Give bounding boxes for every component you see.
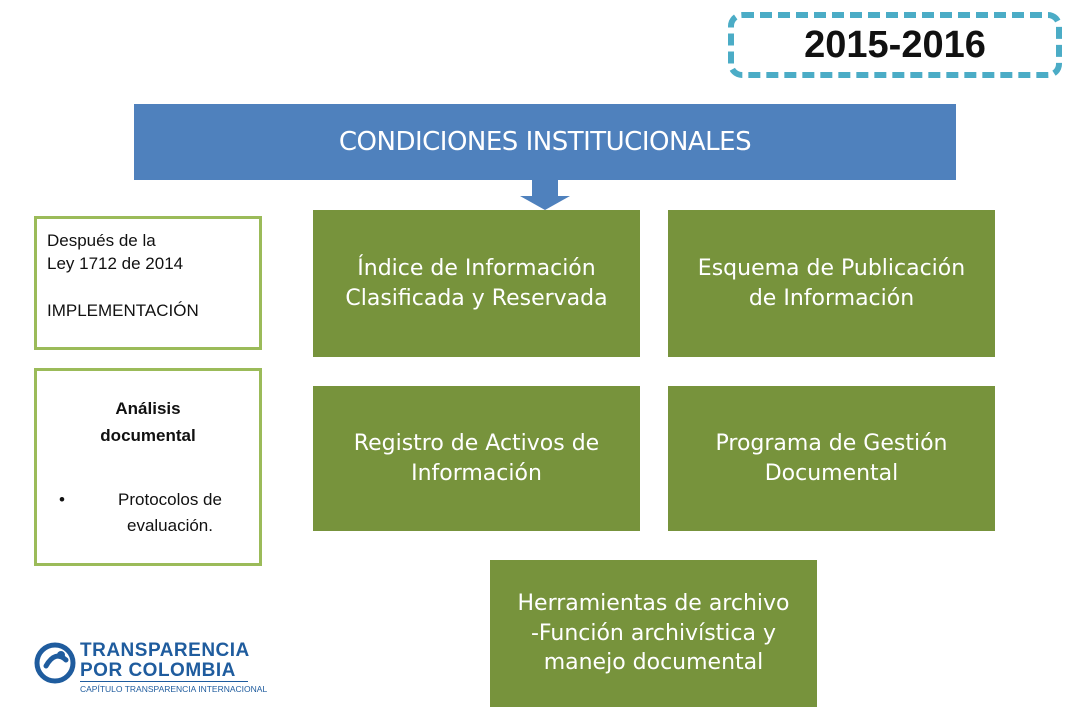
bullet-text-line: Protocolos de xyxy=(118,490,222,509)
box-label-line: Clasificada y Reservada xyxy=(345,285,608,311)
institutional-conditions-banner xyxy=(134,104,956,180)
law-implementation-note xyxy=(34,216,262,350)
box-label-line: Documental xyxy=(764,460,899,486)
logo-text-line: TRANSPARENCIA xyxy=(80,640,250,661)
logo-text-line: POR COLOMBIA xyxy=(80,660,236,681)
transparencia-logo xyxy=(34,640,268,700)
box-label-line: manejo documental xyxy=(543,650,764,676)
box-label-line: de Información xyxy=(748,285,915,311)
bullet-text-line: evaluación. xyxy=(126,516,213,536)
box-publication-scheme xyxy=(668,210,995,357)
document-analysis-panel xyxy=(34,368,262,566)
note-line: Ley 1712 de 2014 xyxy=(47,254,184,274)
box-label-line: Información xyxy=(411,460,542,486)
box-label-line: Índice de Información xyxy=(357,255,596,281)
box-archive-tools xyxy=(490,560,817,707)
box-label-line: Registro de Activos de xyxy=(353,430,600,456)
year-label: 2015-2016 xyxy=(804,23,986,66)
logo-divider xyxy=(80,681,248,682)
note-line: IMPLEMENTACIÓN xyxy=(47,300,199,320)
box-label-line: Programa de Gestión xyxy=(715,430,948,456)
year-badge xyxy=(728,12,1062,78)
analysis-title xyxy=(37,395,259,449)
bullet-icon: • xyxy=(59,490,65,509)
note-line: Después de la xyxy=(47,231,156,250)
down-arrow-icon xyxy=(520,178,570,210)
analysis-title-line: Análisis xyxy=(115,399,181,418)
box-label-line: -Función archivística y xyxy=(530,620,776,646)
box-label-line: Esquema de Publicación xyxy=(697,255,966,281)
box-label-line: Herramientas de archivo xyxy=(517,590,790,616)
box-classified-info-index xyxy=(313,210,640,357)
analysis-bullet-item xyxy=(59,487,253,540)
box-document-management-program xyxy=(668,386,995,531)
banner-title: CONDICIONES INSTITUCIONALES xyxy=(338,127,752,157)
logo-subtitle: CAPÍTULO TRANSPARENCIA INTERNACIONAL xyxy=(80,684,268,694)
analysis-title-line: documental xyxy=(100,426,196,446)
box-information-assets-registry xyxy=(313,386,640,531)
logo-mark-icon xyxy=(34,642,76,684)
